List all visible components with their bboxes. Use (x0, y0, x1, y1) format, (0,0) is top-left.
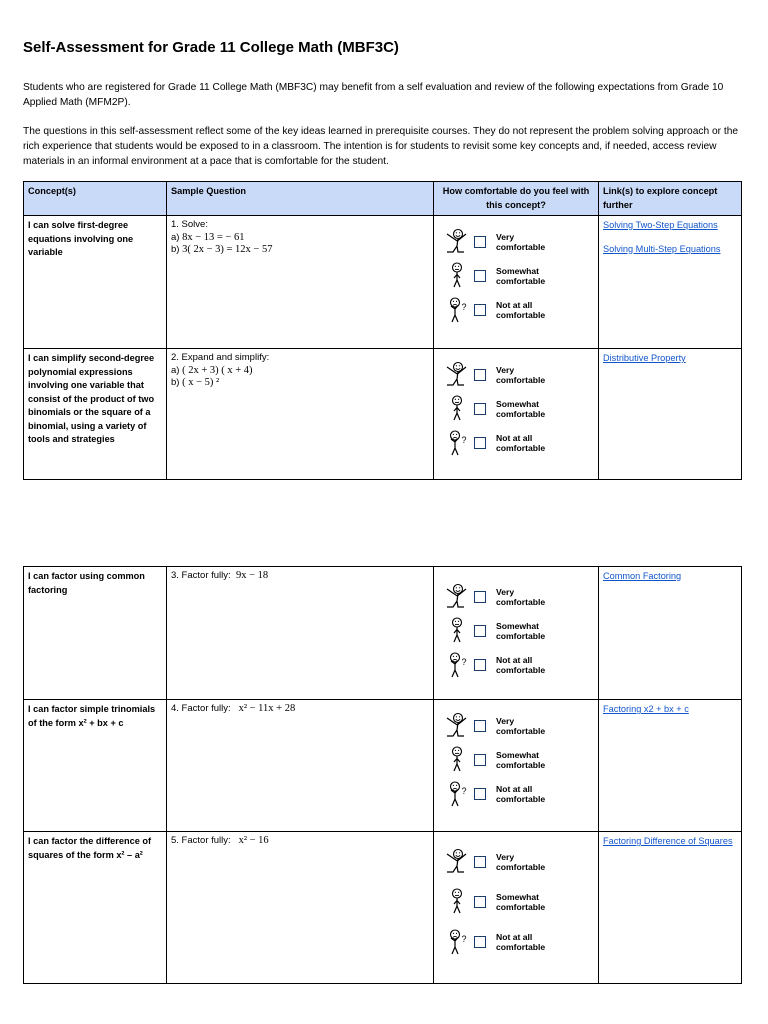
neutral-figure-icon (444, 617, 470, 645)
checkbox-icon[interactable] (474, 754, 486, 766)
header-links: Link(s) to explore concept further (599, 182, 742, 216)
very-happy-figure-icon (444, 712, 470, 740)
confused-figure-icon (444, 780, 470, 808)
concept-cell: I can solve first-degree equations involving one variable (24, 216, 167, 349)
question-lead: 5. Factor fully: (171, 835, 231, 846)
confused-figure-icon (444, 429, 470, 457)
question-lead: 3. Factor fully: (171, 570, 231, 581)
option-label: Very comfortable (496, 587, 546, 607)
link-factoring-trinomials[interactable]: Factoring x2 + bx + c (603, 704, 689, 714)
option-very[interactable] (444, 228, 598, 256)
sample-question-cell (167, 700, 434, 832)
math-expression: 9x − 18 (235, 570, 269, 581)
checkbox-icon[interactable] (474, 403, 486, 415)
very-happy-figure-icon (444, 228, 470, 256)
assessment-table-2 (23, 566, 742, 984)
neutral-figure-icon (444, 262, 470, 290)
link-factoring-difference-of-squares[interactable]: Factoring Difference of Squares (603, 836, 733, 846)
math-expression: ( x − 5) ² (182, 377, 220, 388)
sample-question-cell (167, 567, 434, 700)
header-sample-question: Sample Question (167, 182, 434, 216)
option-not[interactable] (444, 296, 598, 324)
neutral-figure-icon (444, 746, 470, 774)
comfort-cell (434, 216, 599, 349)
link-solving-multi-step[interactable]: Solving Multi-Step Equations (603, 243, 721, 254)
option-label: Somewhat comfortable (496, 399, 546, 419)
part-label: a) (171, 364, 180, 376)
option-label: Very comfortable (496, 365, 546, 385)
option-label: Somewhat comfortable (496, 892, 546, 912)
math-expression: x² − 11x + 28 (238, 703, 296, 714)
table-row (24, 567, 742, 700)
checkbox-icon[interactable] (474, 591, 486, 603)
very-happy-figure-icon (444, 848, 470, 876)
table-row (24, 216, 742, 349)
comfort-cell (434, 349, 599, 480)
option-not[interactable] (444, 780, 598, 808)
option-label: Somewhat comfortable (496, 621, 546, 641)
assessment-table-1 (23, 181, 742, 480)
checkbox-icon[interactable] (474, 936, 486, 948)
header-concept: Concept(s) (24, 182, 167, 216)
checkbox-icon[interactable] (474, 304, 486, 316)
very-happy-figure-icon (444, 361, 470, 389)
comfort-cell (434, 832, 599, 984)
option-somewhat[interactable] (444, 395, 598, 423)
option-not[interactable] (444, 651, 598, 679)
option-label: Somewhat comfortable (496, 750, 546, 770)
concept-cell: I can factor the difference of squares of the form x² – a² (24, 832, 167, 984)
table-row (24, 832, 742, 984)
concept-cell: I can factor using common factoring (24, 567, 167, 700)
math-expression: ( 2x + 3) ( x + 4) (182, 364, 253, 376)
option-label: Very comfortable (496, 852, 546, 872)
intro-paragraph-2: The questions in this self-assessment reflect some of the key ideas learned in prerequisite courses. They do not represent the problem solving approach or the rich experience that students would be exposed to in a classroom. The intention is for students to revisit some key concepts and, if needed, access review materials in an informal environment at a pace that is comfortable for the student. (23, 126, 739, 167)
option-somewhat[interactable] (444, 617, 598, 645)
checkbox-icon[interactable] (474, 788, 486, 800)
option-very[interactable] (444, 848, 598, 876)
option-label: Somewhat comfortable (496, 266, 546, 286)
checkbox-icon[interactable] (474, 437, 486, 449)
option-not[interactable] (444, 928, 598, 956)
confused-figure-icon (444, 928, 470, 956)
intro-paragraph-1: Students who are registered for Grade 11 College Math (MBF3C) may benefit from a self evaluation and review of the following expectations from Grade 10 Applied Math (MFM2P). (23, 82, 724, 108)
sample-question-cell (167, 216, 434, 349)
option-somewhat[interactable] (444, 746, 598, 774)
checkbox-icon[interactable] (474, 625, 486, 637)
option-label: Not at all comfortable (496, 655, 546, 675)
part-label: a) (171, 231, 180, 243)
option-label: Very comfortable (496, 716, 546, 736)
option-very[interactable] (444, 583, 598, 611)
checkbox-icon[interactable] (474, 659, 486, 671)
math-expression: 3( 2x − 3) = 12x − 57 (182, 244, 273, 255)
option-label: Not at all comfortable (496, 300, 546, 320)
option-label: Very comfortable (496, 232, 546, 252)
option-label: Not at all comfortable (496, 784, 546, 804)
table-header-row (24, 182, 742, 216)
math-expression: 8x − 13 = − 61 (182, 231, 245, 243)
option-somewhat[interactable] (444, 888, 598, 916)
links-cell (599, 349, 742, 480)
neutral-figure-icon (444, 395, 470, 423)
option-very[interactable] (444, 712, 598, 740)
concept-cell: I can factor simple trinomials of the form x² + bx + c (24, 700, 167, 832)
links-cell (599, 700, 742, 832)
links-cell (599, 832, 742, 984)
option-somewhat[interactable] (444, 262, 598, 290)
checkbox-icon[interactable] (474, 896, 486, 908)
comfort-cell (434, 567, 599, 700)
confused-figure-icon (444, 651, 470, 679)
link-solving-two-step[interactable]: Solving Two-Step Equations (603, 220, 718, 230)
table-row (24, 349, 742, 480)
checkbox-icon[interactable] (474, 236, 486, 248)
page-title: Self-Assessment for Grade 11 College Math (MBF3C) (23, 39, 399, 56)
question-lead: 2. Expand and simplify: (171, 352, 270, 363)
link-distributive-property[interactable]: Distributive Property (603, 353, 686, 363)
question-lead: 4. Factor fully: (171, 703, 231, 714)
checkbox-icon[interactable] (474, 369, 486, 381)
option-label: Not at all comfortable (496, 932, 546, 952)
sample-question-cell (167, 349, 434, 480)
checkbox-icon[interactable] (474, 856, 486, 868)
option-label: Not at all comfortable (496, 433, 546, 453)
links-cell (599, 567, 742, 700)
links-cell (599, 216, 742, 349)
sample-question-cell (167, 832, 434, 984)
part-label: b) (171, 377, 180, 388)
very-happy-figure-icon (444, 583, 470, 611)
part-label: b) (171, 244, 180, 255)
option-very[interactable] (444, 361, 598, 389)
neutral-figure-icon (444, 888, 470, 916)
math-expression: x² − 16 (238, 835, 269, 846)
concept-cell: I can simplify second-degree polynomial expressions involving one variable that consist of the product of two binomials or the square of a binomial, using a variety of tools and strategies (24, 349, 167, 480)
confused-figure-icon (444, 296, 470, 324)
link-common-factoring[interactable]: Common Factoring (603, 571, 682, 581)
comfort-cell (434, 700, 599, 832)
checkbox-icon[interactable] (474, 720, 486, 732)
table-row (24, 700, 742, 832)
option-not[interactable] (444, 429, 598, 457)
question-lead: 1. Solve: (171, 219, 208, 230)
header-comfort: How comfortable do you feel with this concept? (434, 182, 599, 216)
checkbox-icon[interactable] (474, 270, 486, 282)
